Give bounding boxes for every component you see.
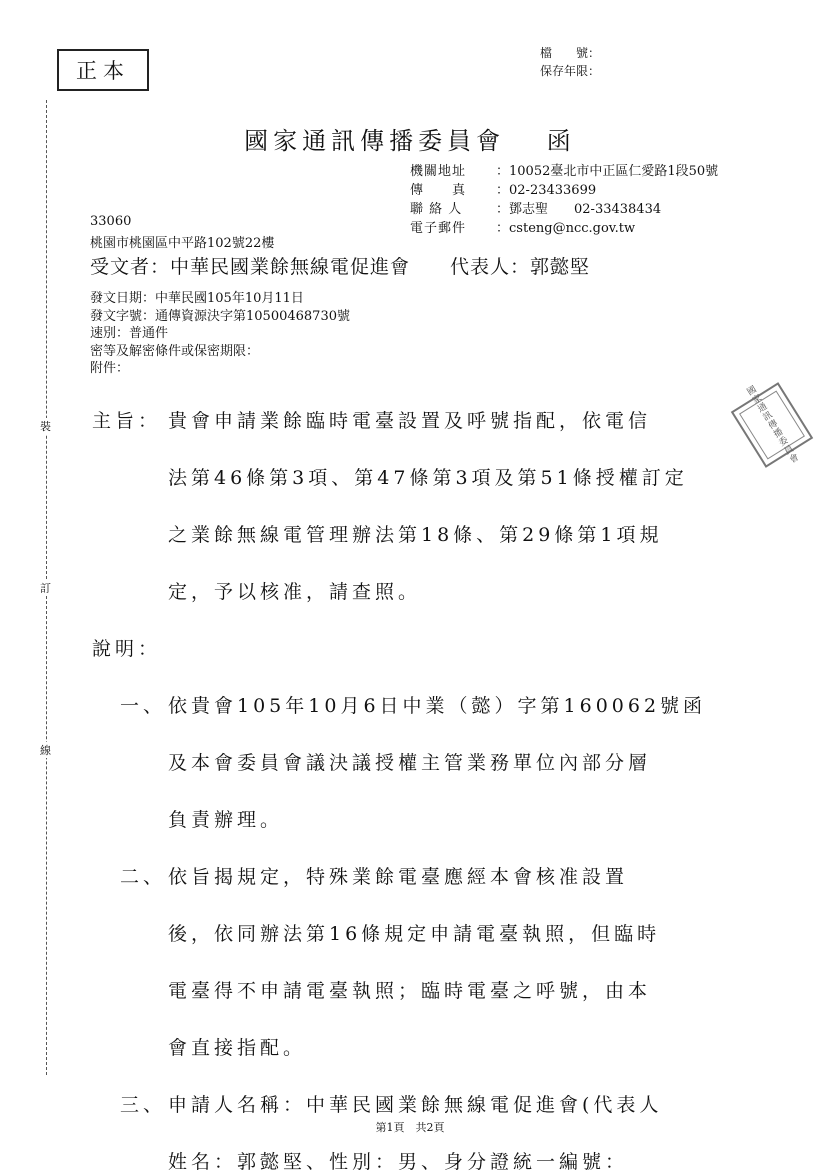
- page-number: 第1頁 共2頁: [375, 1121, 445, 1134]
- item-number: 二、: [120, 866, 167, 888]
- file-number-label: 檔 號：: [540, 46, 601, 60]
- item-line: 負責辦理。: [168, 809, 284, 831]
- binding-mark-bind: 裝: [40, 420, 51, 433]
- recipient-representative: 代表人：郭懿堅: [450, 256, 591, 278]
- subject-line: 法第46條第3項、第47條第3項及第51條授權訂定: [168, 467, 688, 489]
- recipient-postcode: 33060: [90, 214, 132, 229]
- item-line: 後，依同辦法第16條規定申請電臺執照，但臨時: [168, 923, 661, 945]
- item-line: 及本會委員會議決議授權主管業務單位內部分層: [168, 752, 652, 774]
- issue-date: 發文日期：中華民國105年10月11日: [90, 291, 304, 306]
- attachments: 附件：: [90, 361, 130, 376]
- item-line: 依貴會105年10月6日中業（懿）字第160062號函: [168, 695, 707, 717]
- recipient-line: [90, 252, 590, 279]
- item-line: 依旨揭規定，特殊業餘電臺應經本會核准設置: [168, 866, 629, 888]
- contact-address: 機關地址 ：10052臺北市中正區仁愛路1段50號: [410, 164, 719, 179]
- item-number: 三、: [120, 1094, 167, 1116]
- document-meta: [90, 290, 350, 378]
- contact-value: 02-23433699: [509, 183, 597, 198]
- seal-text: 國家通訊傳播委員會: [739, 390, 805, 459]
- contact-label: 聯 絡 人: [410, 202, 463, 217]
- item-line: 電臺得不申請電臺執照；臨時電臺之呼號，由本: [168, 980, 652, 1002]
- contact-value: csteng@ncc.gov.tw: [509, 221, 636, 236]
- document-title: 國家通訊傳播委員會 函: [244, 127, 576, 155]
- recipient-street: 桃園市桃園區中平路102號22樓: [90, 236, 275, 251]
- contact-person: 聯 絡 人 ：鄧志聖 02-33438434: [410, 202, 662, 217]
- subject-line: 貴會申請業餘臨時電臺設置及呼號指配，依電信: [168, 410, 652, 432]
- contact-label: 電子郵件: [410, 221, 467, 236]
- agency-contact-block: [410, 162, 718, 238]
- explanation-label: 說明：: [92, 638, 162, 660]
- recipient-name: 中華民國業餘無線電促進會: [170, 256, 411, 278]
- urgency: 速別：普通件: [90, 326, 169, 341]
- item-line: 申請人名稱：中華民國業餘無線電促進會(代表人: [168, 1094, 663, 1116]
- binding-mark-line: 線: [40, 744, 51, 757]
- contact-value: 10052臺北市中正區仁愛路1段50號: [509, 164, 719, 179]
- item-line: 姓名：郭懿堅、性別：男、身分證統一編號：: [168, 1151, 629, 1173]
- contact-label: 機關地址: [410, 164, 467, 179]
- original-copy-stamp: 正本: [57, 49, 149, 91]
- item-line: 會直接指配。: [168, 1037, 307, 1059]
- item-number: 一、: [120, 695, 167, 717]
- contact-fax: 傳 真 ：02-23433699: [410, 183, 597, 198]
- contact-email: 電子郵件 ：csteng@ncc.gov.tw: [410, 221, 636, 236]
- contact-label: 傳 真: [410, 183, 467, 198]
- subject-line: 之業餘無線電管理辦法第18條、第29條第1項規: [168, 524, 663, 546]
- issue-number: 發文字號：通傳資源決字第10500468730號: [90, 308, 350, 324]
- retention-period-label: 保存年限：: [540, 64, 601, 78]
- official-seal: [731, 382, 813, 468]
- binding-mark-staple: 訂: [40, 582, 51, 595]
- subject-label: 主旨：: [92, 410, 162, 432]
- subject-line: 定，予以核准，請查照。: [168, 581, 422, 603]
- recipient-label: 受文者：: [90, 256, 171, 278]
- contact-value: 鄧志聖 02-33438434: [509, 202, 662, 217]
- archive-info: [540, 44, 600, 80]
- confidentiality: 密等及解密條件或保密期限：: [90, 343, 260, 359]
